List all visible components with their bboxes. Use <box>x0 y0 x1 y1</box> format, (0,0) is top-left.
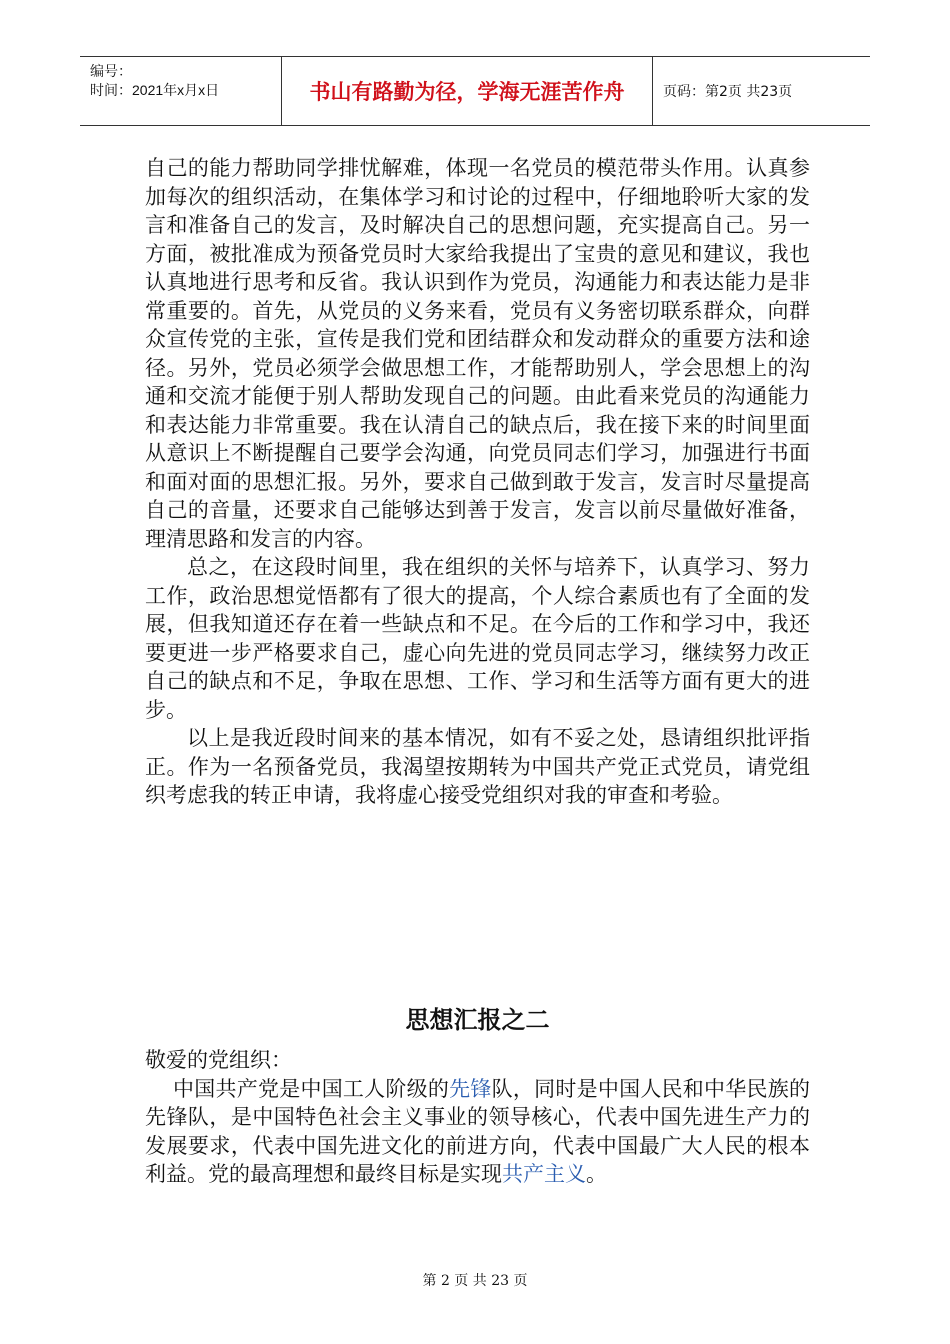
page-footer: 第 2 页 共 23 页 <box>422 1273 528 1289</box>
body-paragraph-3: 以上是我近段时间来的基本情况，如有不妥之处，恳请组织批评指正。作为一名预备党员，我渴望按期转为中国共产党正式党员，请党组织考虑我的转正申请，我将虚心接受党组织对我的审查和考验。 <box>145 726 810 807</box>
header-number-label: 编号： <box>90 63 132 79</box>
vanguard-link[interactable]: 先锋 <box>449 1076 492 1101</box>
body-paragraph-2: 总之，在这段时间里，我在组织的关怀与培养下，认真学习、努力工作，政治思想觉悟都有了很大的提高，个人综合素质也有了全面的发展，但我知道还存在着一些缺点和不足。在今后的工作和学习中，我还要更进一步严格要求自己，虚心向先进的党员同志学习，继续努力改正自己的缺点和不足，争取在思想、工作、学习和生活等方面有更大的进步。 <box>145 555 810 722</box>
header-page-info: 页码：第2页 共23页 <box>663 84 793 100</box>
communism-link[interactable]: 共产主义 <box>502 1162 586 1186</box>
header-motto: 书山有路勤为径，学海无涯苦作舟 <box>281 57 653 125</box>
document-body <box>145 154 810 810</box>
header-time-label: 时间：2021年x月x日 <box>90 82 220 98</box>
section-title: 思想汇报之二 <box>405 1006 550 1034</box>
section-paragraph <box>145 1075 810 1189</box>
section-text-part-2: 队，同时是中国人民和中华民族的先锋队，是中国特色社会主义事业的领导核心，代表中国先进生产力的发展要求，代表中国先进文化的前进方向，代表中国最广大人民的根本利益。党的最高理想和最终目标是实现 <box>145 1076 811 1186</box>
page-header <box>80 56 870 126</box>
section-body <box>145 1046 810 1189</box>
section-text-part-1: 中国共产党是中国工人阶级的 <box>173 1076 450 1101</box>
section-text-part-3: 。 <box>586 1162 607 1186</box>
header-meta-cell <box>80 57 281 125</box>
body-paragraph-1: 自己的能力帮助同学排忧解难，体现一名党员的模范带头作用。认真参加每次的组织活动，在集体学习和讨论的过程中，仔细地聆听大家的发言和准备自己的发言，及时解决自己的思想问题，充实提高自己。另一方面，被批准成为预备党员时大家给我提出了宝贵的意见和建议，我也认真地进行思考和反省。我认识到作为党员，沟通能力和表达能力是非常重要的。首先，从党员的义务来看，党员有义务密切联系群众，向群众宣传党的主张，宣传是我们党和团结群众和发动群众的重要方法和途径。另外，党员必须学会做思想工作，才能帮助别人，学会思想上的沟通和交流才能便于别人帮助发现自己的问题。由此看来党员的沟通能力和表达能力非常重要。我在认清自己的缺点后，我在接下来的时间里面从意识上不断提醒自己要学会沟通，向党员同志们学习，加强进行书面和面对面的思想汇报。另外，要求自己做到敢于发言，发言时尽量提高自己的音量，还要求自己能够达到善于发言，发言以前尽量做好准备，理清思路和发言的内容。 <box>145 156 810 551</box>
section-greeting: 敬爱的党组织： <box>145 1048 292 1072</box>
